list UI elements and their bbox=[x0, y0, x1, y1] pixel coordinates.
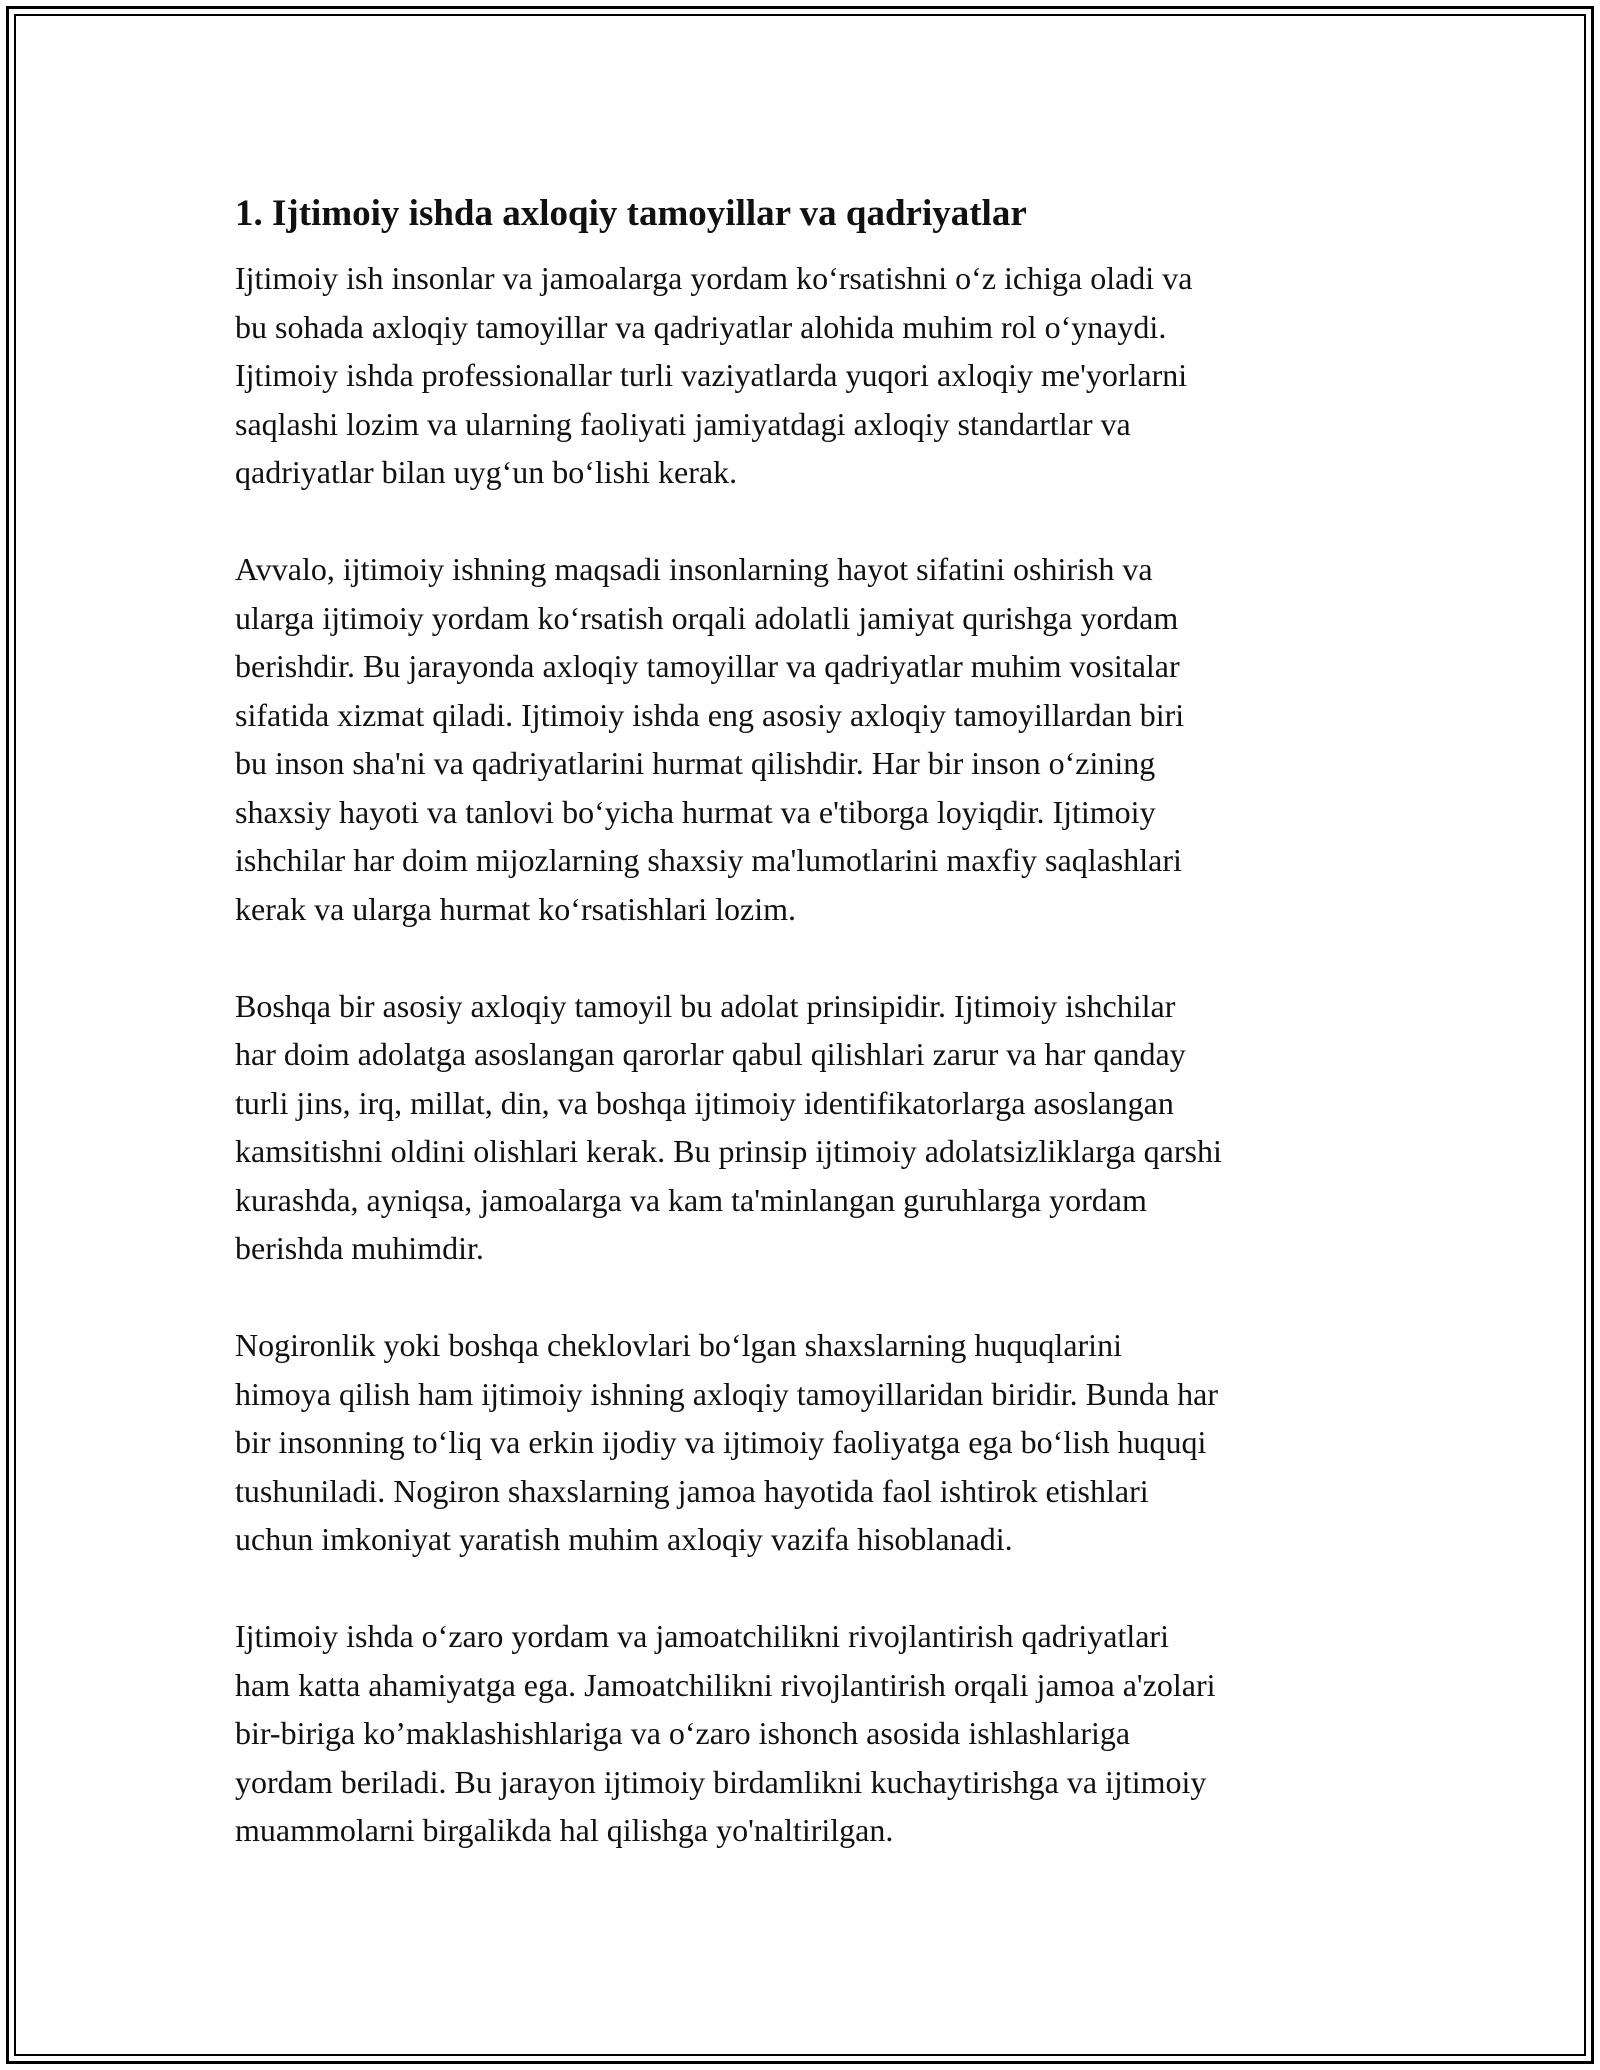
paragraph-3: Boshqa bir asosiy axloqiy tamoyil bu adolat prinsipidir. Ijtimoiy ishchilar har doim adolatga asoslangan qarorlar qabul qilishlari zarur va har qanday turli jins, irq, millat, din, va boshqa ijtimoiy identifikatorlarga asoslangan kamsitishni oldini olishlari kerak. Bu prinsip ijtimoiy adolatsizliklarga qarshi kurashda, ayniqsa, jamoalarga va kam ta'minlangan guruhlarga yordam berishda muhimdir. bbox=[235, 987, 1222, 1266]
paragraph-4: Nogironlik yoki boshqa cheklovlari bo‘lgan shaxslarning huquqlarini himoya qilish ham ijtimoiy ishning axloqiy tamoyillaridan biridir. Bunda har bir insonning to‘liq va erkin ijodiy va ijtimoiy faoliyatga ega bo‘lish huquqi tushuniladi. Nogiron shaxslarning jamoa hayotida faol ishtirok etishlari uchun imkoniyat yaratish muhim axloqiy vazifa hisoblanadi. bbox=[235, 1327, 1218, 1557]
paragraph-1: Ijtimoiy ish insonlar va jamoalarga yordam ko‘rsatishni o‘z ichiga oladi va bu sohada axloqiy tamoyillar va qadriyatlar alohida muhim rol o‘ynaydi. Ijtimoiy ishda professionallar turli vaziyatlarda yuqori axloqiy me'yorlarni saqlashi lozim va ularning faoliyati jamiyatdagi axloqiy standartlar va qadriyatlar bilan uyg‘un bo‘lishi kerak. bbox=[235, 260, 1193, 490]
document-title: 1. Ijtimoiy ishda axloqiy tamoyillar va qadriyatlar bbox=[235, 193, 1027, 234]
document-body bbox=[235, 188, 1385, 1903]
paragraph-5: Ijtimoiy ishda o‘zaro yordam va jamoatchilikni rivojlantirish qadriyatlari ham katta ahamiyatga ega. Jamoatchilikni rivojlantirish orqali jamoa a'zolari bir-biriga ko’maklashishlariga va o‘zaro ishonch asosida ishlashlariga yordam beriladi. Bu jarayon ijtimoiy birdamlikni kuchaytirishga va ijtimoiy muammolarni birgalikda hal qilishga yo'naltirilgan. bbox=[235, 1618, 1216, 1848]
paragraph-2: Avvalo, ijtimoiy ishning maqsadi insonlarning hayot sifatini oshirish va ularga ijtimoiy yordam ko‘rsatish orqali adolatli jamiyat qurishga yordam berishdir. Bu jarayonda axloqiy tamoyillar va qadriyatlar muhim vositalar sifatida xizmat qiladi. Ijtimoiy ishda eng asosiy axloqiy tamoyillardan biri bu inson sha'ni va qadriyatlarini hurmat qilishdir. Har bir inson o‘zining shaxsiy hayoti va tanlovi bo‘yicha hurmat va e'tiborga loyiqdir. Ijtimoiy ishchilar har doim mijozlarning shaxsiy ma'lumotlarini maxfiy saqlashlari kerak va ularga hurmat ko‘rsatishlari lozim. bbox=[235, 551, 1185, 927]
